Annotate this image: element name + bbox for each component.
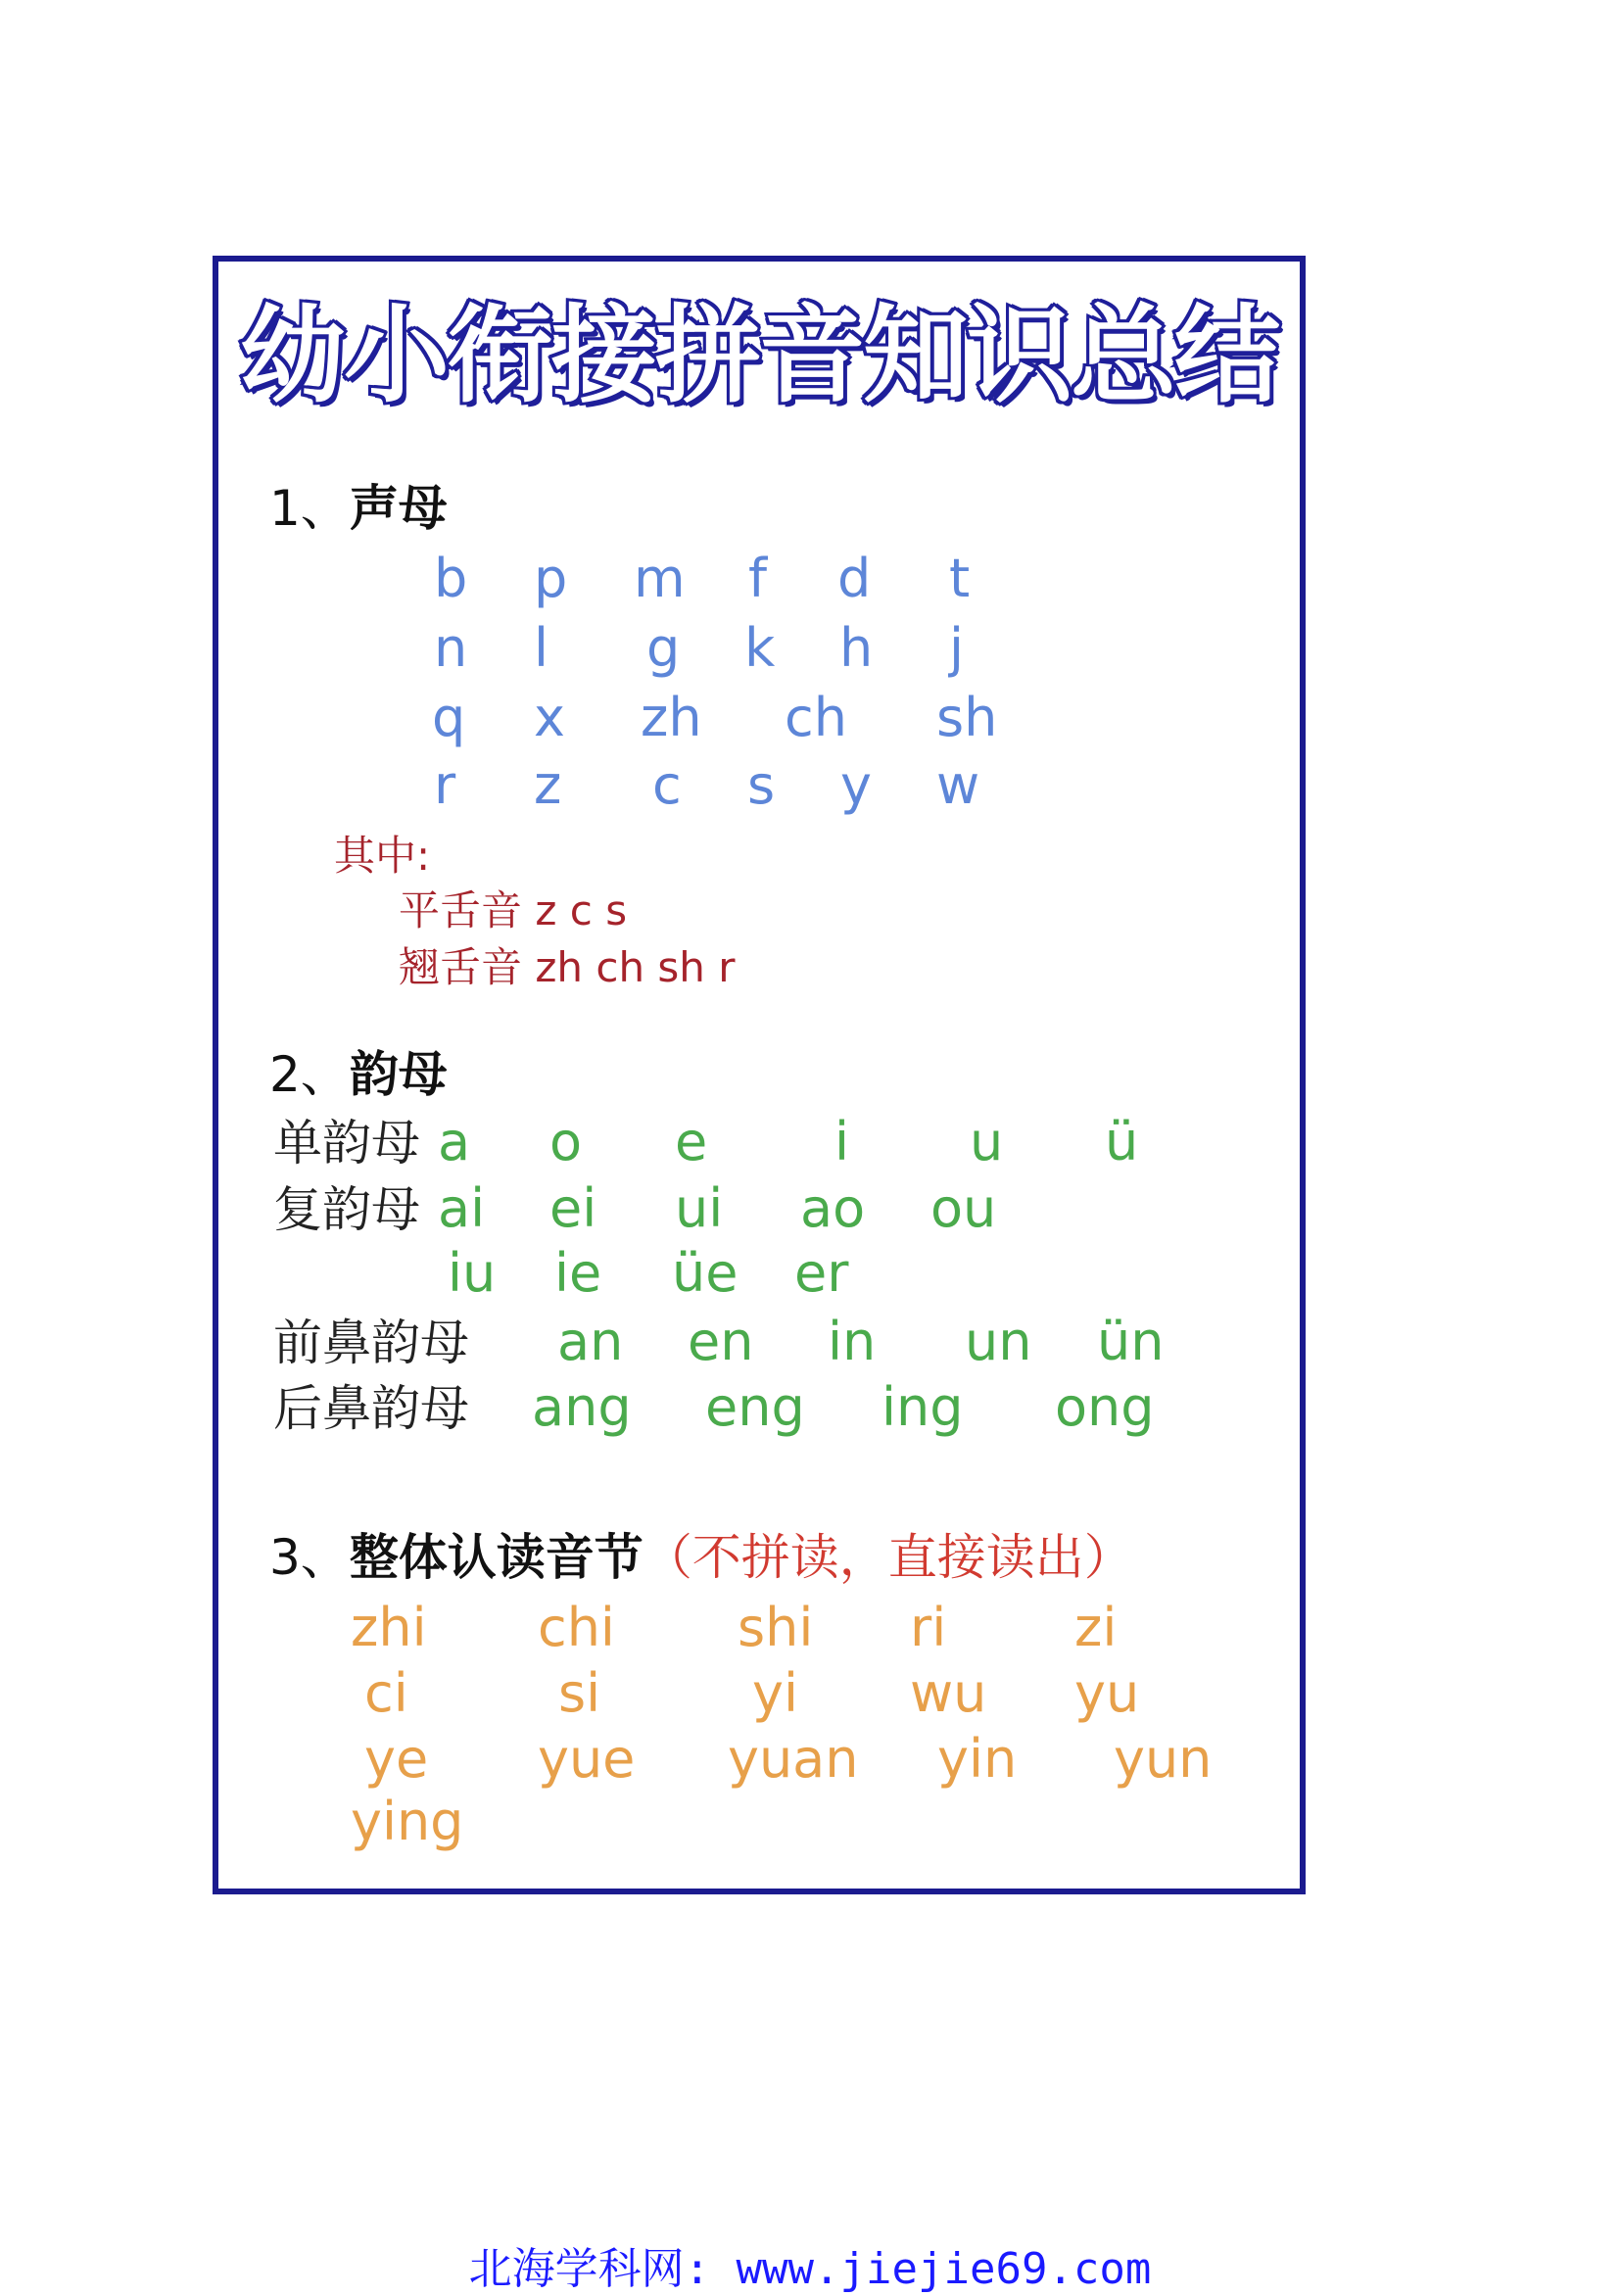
final: ong bbox=[1055, 1376, 1155, 1438]
syllable: chi bbox=[538, 1597, 615, 1658]
section3-title: 整体认读音节 bbox=[349, 1529, 643, 1586]
final: un bbox=[965, 1311, 1032, 1372]
syllable: shi bbox=[738, 1597, 814, 1658]
compound-finals-label: 复韵母 bbox=[273, 1181, 420, 1238]
page-title: 幼小衔接拼音知识总结 bbox=[239, 295, 1278, 417]
final: in bbox=[828, 1311, 877, 1372]
final: ei bbox=[549, 1177, 597, 1239]
note-label: 其中: bbox=[334, 832, 431, 880]
syllable: zhi bbox=[351, 1597, 427, 1658]
final: ai bbox=[438, 1177, 486, 1239]
flat-tongue-note: 平舌音 z c s bbox=[399, 886, 628, 934]
front-nasal-label: 前鼻韵母 bbox=[273, 1315, 469, 1371]
initial: r bbox=[434, 754, 456, 816]
initial: c bbox=[652, 754, 682, 816]
initial: g bbox=[646, 617, 681, 679]
initial: p bbox=[534, 548, 568, 609]
section2-title: 韵母 bbox=[349, 1046, 448, 1103]
final: u bbox=[970, 1111, 1004, 1172]
simple-finals-label: 单韵母 bbox=[273, 1115, 420, 1172]
final: ui bbox=[675, 1177, 724, 1239]
final: an bbox=[557, 1311, 624, 1372]
section3-number: 3、 bbox=[269, 1529, 350, 1586]
final: ün bbox=[1097, 1311, 1165, 1372]
section1-heading bbox=[269, 480, 448, 537]
initial: n bbox=[434, 617, 468, 679]
final: ang bbox=[532, 1376, 632, 1438]
syllable: yu bbox=[1074, 1662, 1140, 1724]
syllable: yun bbox=[1114, 1728, 1213, 1790]
initial: y bbox=[840, 754, 872, 816]
syllable: ye bbox=[364, 1728, 429, 1790]
initial: j bbox=[949, 617, 965, 679]
initial: f bbox=[748, 548, 768, 609]
syllable: zi bbox=[1074, 1597, 1118, 1658]
syllable: yue bbox=[538, 1728, 636, 1790]
initial: l bbox=[534, 617, 549, 679]
final: o bbox=[549, 1111, 583, 1172]
initial: sh bbox=[936, 687, 998, 748]
final: ou bbox=[930, 1177, 997, 1239]
final: en bbox=[688, 1311, 754, 1372]
section1-number: 1、 bbox=[269, 480, 350, 537]
section2-heading bbox=[269, 1046, 448, 1103]
final: ing bbox=[881, 1376, 964, 1438]
final: eng bbox=[705, 1376, 805, 1438]
final: iu bbox=[448, 1242, 497, 1304]
final: ao bbox=[800, 1177, 866, 1239]
initial: w bbox=[936, 754, 980, 816]
initial: x bbox=[534, 687, 565, 748]
final: e bbox=[675, 1111, 708, 1172]
initial: t bbox=[949, 548, 971, 609]
final: ü bbox=[1105, 1111, 1139, 1172]
section3-heading bbox=[269, 1529, 1133, 1586]
initial: m bbox=[634, 548, 686, 609]
syllable: ri bbox=[910, 1597, 947, 1658]
final: er bbox=[794, 1242, 849, 1304]
initial: k bbox=[744, 617, 776, 679]
initial: b bbox=[434, 548, 468, 609]
syllable: yuan bbox=[728, 1728, 859, 1790]
initial: q bbox=[432, 687, 466, 748]
syllable: yin bbox=[937, 1728, 1018, 1790]
initial: d bbox=[837, 548, 872, 609]
syllable: ci bbox=[364, 1662, 408, 1724]
syllable: wu bbox=[910, 1662, 987, 1724]
final: a bbox=[438, 1111, 471, 1172]
back-nasal-label: 后鼻韵母 bbox=[273, 1380, 469, 1437]
final: ie bbox=[554, 1242, 602, 1304]
syllable: si bbox=[558, 1662, 601, 1724]
final: i bbox=[834, 1111, 850, 1172]
summary-card bbox=[213, 256, 1306, 1894]
initial: s bbox=[747, 754, 776, 816]
initial: z bbox=[534, 754, 562, 816]
initial: h bbox=[839, 617, 874, 679]
footer-watermark: 北海学科网: www.jiejie69.com bbox=[468, 2244, 1152, 2294]
initial: ch bbox=[785, 687, 847, 748]
syllable: yi bbox=[752, 1662, 798, 1724]
final: üe bbox=[672, 1242, 739, 1304]
section1-title: 声母 bbox=[349, 480, 448, 537]
section2-number: 2、 bbox=[269, 1046, 350, 1103]
syllable: ying bbox=[351, 1791, 464, 1852]
section3-note: （不拼读，直接读出） bbox=[643, 1529, 1133, 1586]
retroflex-note: 翘舌音 zh ch sh r bbox=[399, 943, 736, 991]
initial: zh bbox=[641, 687, 702, 748]
